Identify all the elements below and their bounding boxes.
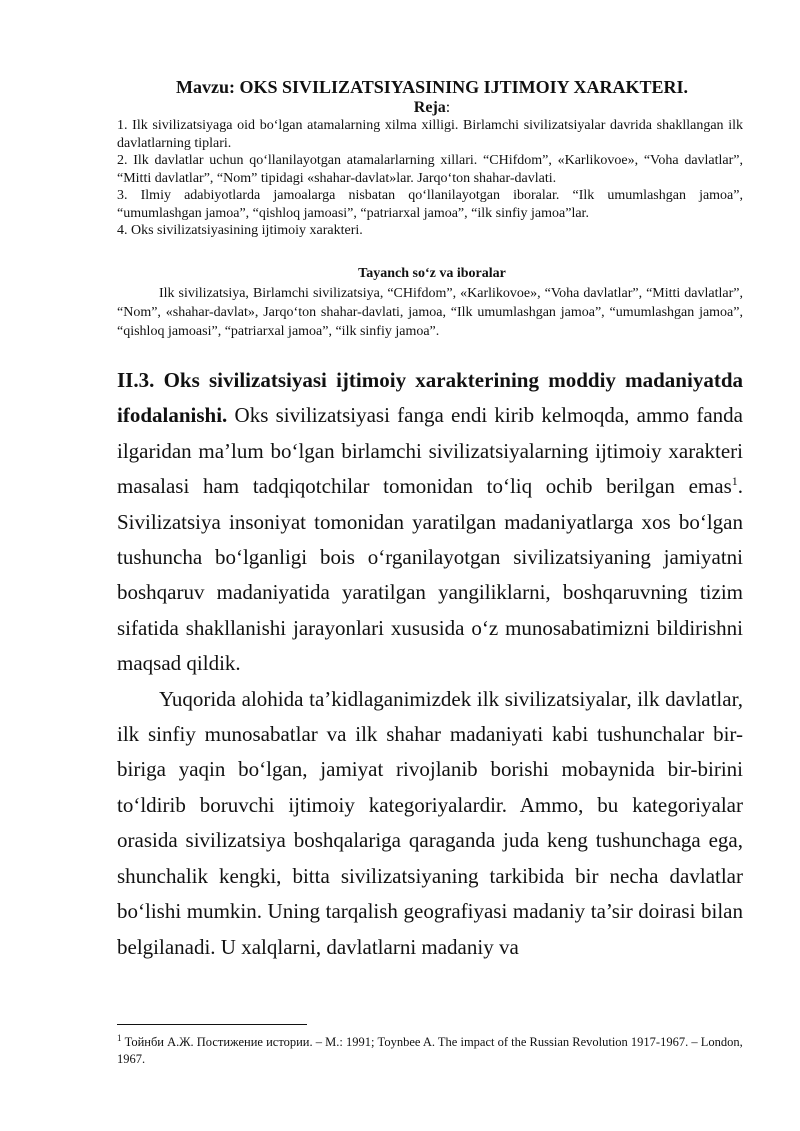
section-body: [117, 363, 743, 965]
footnote-text: Тойнби А.Ж. Постижение истории. – М.: 1991; Toynbee A. The impact of the Russian Revolution 1917-1967. – London, 1967.: [117, 1035, 743, 1067]
keywords-text: Ilk sivilizatsiya, Birlamchi sivilizatsiya, “CHifdom”, «Karlikovoe», “Voha davlatlar”, “Mitti davlatlar”, “Nom”, «shahar-davlat», Jarqo‘ton shahar-davlati, jamoa, “Ilk umumlashgan jamoa”, “umumlashgan jamoa”, “qishloq jamoasi”, “patriarxal jamoa”, “ilk sinfiy jamoa”.: [117, 286, 743, 339]
page-title: Mavzu: OKS SIVILIZATSIYASINING IJTIMOIY XARAKTERI.: [176, 77, 688, 97]
plan-heading-colon: :: [445, 99, 451, 116]
keywords-heading: Tayanch so‘z va iboralar: [358, 266, 506, 281]
plan-heading-label: Reja: [413, 99, 446, 116]
plan-item-1: 1. Ilk sivilizatsiyaga oid bo‘lgan atamalarning xilma xilligi. Birlamchi sivilizatsiyalar davrida shakllangan ilk davlatlarning tiplari.: [117, 118, 743, 151]
paragraph-1-continued: . Sivilizatsiya insoniyat tomonidan yaratilgan madaniyatlarga xos bo‘lgan tushuncha bo‘lganligi bois o‘rganilayotgan sivilizatsiyaning jamiyatni boshqaruv madaniyatida yaratilgan yangiliklarni, boshqaruvning tizim sifatida shakllanishi jarayonlari xususida o‘z munosabatimizni bildirishni maqsad qildik.: [117, 474, 743, 676]
plan-item-2: 2. Ilk davlatlar uchun qo‘llanilayotgan atamalarlarning xillari. “CHifdom”, «Karlikovoe», “Voha davlatlar”, “Mitti davlatlar”, “Nom” tipidagi «shahar-davlat»lar. Jarqo‘ton shahar-davlati.: [117, 153, 743, 186]
section-paragraph-1: [117, 363, 743, 682]
footnote-mark: 1: [117, 1033, 122, 1043]
section-heading: II.3. Oks sivilizatsiyasi ijtimoiy xarakterining moddiy madaniyatda ifodalanishi.: [117, 368, 743, 428]
paragraph-1-text: Oks sivilizatsiyasi fanga endi kirib kelmoqda, ammo fanda ilgaridan ma’lum bo‘lgan birlamchi sivilizatsiyalarning ijtimoiy xarakteri masalasi ham tadqiqotchilar tomonidan to‘liq ochib berilgan emas: [117, 403, 743, 499]
plan-list: [117, 117, 743, 240]
plan-item-3: 3. Ilmiy adabiyotlarda jamoalarga nisbatan qo‘llanilayotgan iboralar. “Ilk umumlashgan jamoa”, “umumlashgan jamoa”, “qishloq jamoasi”, “patriarxal jamoa”, “ilk sinfiy jamoa”lar.: [117, 188, 743, 221]
footnote-divider: [117, 1024, 307, 1025]
footnote: [117, 1030, 743, 1068]
section-paragraph-2: Yuqorida alohida ta’kidlaganimizdek ilk sivilizatsiyalar, ilk davlatlar, ilk sinfiy munosabatlar va ilk shahar madaniyati kabi tushunchalar bir-biriga yaqin bo‘lgan, jamiyat rivojlanib borishi mobaynida bir-birini to‘ldirib boruvchi ijtimoiy kategoriyalardir. Ammo, bu kategoriyalar orasida sivilizatsiya boshqalariga qaraganda juda keng tushunchaga ega, shunchalik kengki, bitta sivilizatsiyaning tarkibida bir necha davlatlar bo‘lishi mumkin. Uning tarqalish geografiyasi madaniy ta’sir doirasi bilan belgilanadi. U xalqlarni, davlatlarni madaniy va: [117, 686, 743, 959]
plan-item-4: 4. Oks sivilizatsiyasining ijtimoiy xarakteri.: [117, 223, 363, 238]
plan-heading: [112, 98, 752, 118]
footnote-reference[interactable]: 1: [731, 474, 738, 489]
